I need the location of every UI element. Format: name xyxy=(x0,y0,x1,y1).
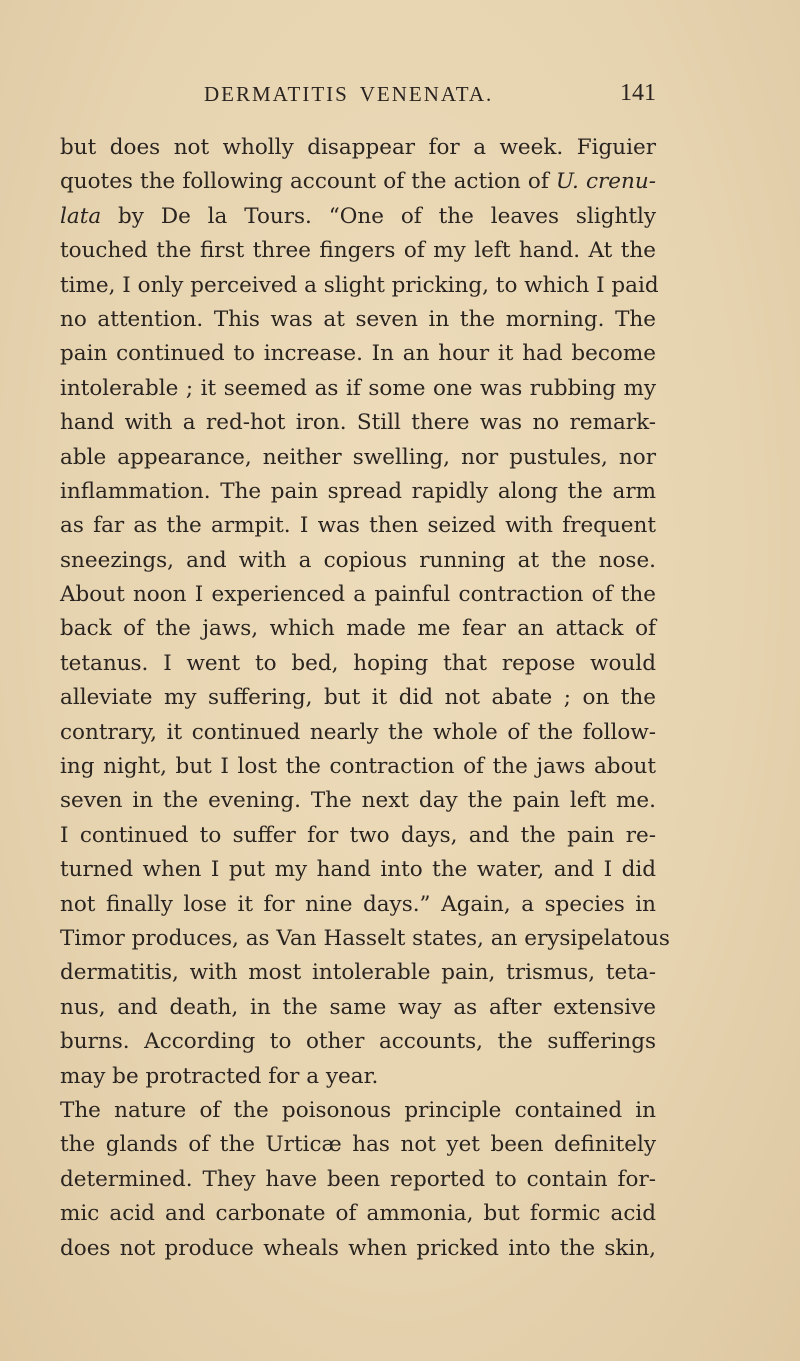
page-number: 141 xyxy=(620,80,656,106)
text-line: seven in the evening. The next day the pain left me. xyxy=(60,788,656,814)
text-line: determined. They have been reported to contain for- xyxy=(60,1166,656,1192)
text-line: as far as the armpit. I was then seized with frequent xyxy=(60,513,656,539)
text-line: burns. According to other accounts, the sufferings xyxy=(60,1029,656,1055)
text-line: may be protracted for a year. xyxy=(60,1063,379,1089)
text-line: pain continued to increase. In an hour it had become xyxy=(60,341,656,367)
text-line: not finally lose it for nine days.” Again, a species in xyxy=(60,891,656,917)
text-line: intolerable ; it seemed as if some one was rubbing my xyxy=(60,375,656,401)
text-line-part: quotes the following account of the action of xyxy=(60,169,556,195)
text-line: able appearance, neither swelling, nor pustules, nor xyxy=(60,444,656,470)
text-line: no attention. This was at seven in the morning. The xyxy=(60,306,656,332)
text-line-part: by De la Tours. “One of the leaves slightly xyxy=(101,203,656,229)
text-line: dermatitis, with most intolerable pain, trismus, teta- xyxy=(60,960,656,986)
text-line: turned when I put my hand into the water, and I did xyxy=(60,857,656,883)
text-line: the glands of the Urticæ has not yet been definitely xyxy=(60,1132,656,1158)
text-line: I continued to suffer for two days, and the pain re- xyxy=(60,822,656,848)
body-text xyxy=(60,131,670,1266)
text-line: back of the jaws, which made me fear an attack of xyxy=(60,616,656,642)
text-line: tetanus. I went to bed, hoping that repose would xyxy=(60,650,656,676)
running-title: DERMATITIS VENENATA. xyxy=(204,82,494,106)
text-line: hand with a red-hot iron. Still there was no remark- xyxy=(60,410,656,436)
text-line: mic acid and carbonate of ammonia, but formic acid xyxy=(60,1201,656,1227)
text-line: ing night, but I lost the contraction of the jaws about xyxy=(60,754,656,780)
text-line: but does not wholly disappear for a week. Figuier xyxy=(60,135,656,160)
paragraph-start-line: The nature of the poisonous principle contained in xyxy=(60,1097,656,1123)
text-line: inflammation. The pain spread rapidly along the arm xyxy=(60,478,656,504)
species-name-italic-cont: lata xyxy=(60,203,102,229)
text-line xyxy=(60,165,656,199)
text-line: touched the first three fingers of my left hand. At the xyxy=(60,238,656,264)
text-line: Timor produces, as Van Hasselt states, an erysipelatous xyxy=(60,925,670,951)
species-name-italic: U. crenu- xyxy=(555,169,656,195)
text-line xyxy=(60,200,656,234)
running-head xyxy=(120,82,656,112)
text-line: contrary, it continued nearly the whole of the follow- xyxy=(60,719,656,745)
text-line: does not produce wheals when pricked into the skin, xyxy=(60,1235,656,1261)
text-line: nus, and death, in the same way as after extensive xyxy=(60,994,656,1020)
text-line: alleviate my suffering, but it did not abate ; on the xyxy=(60,685,656,711)
text-line: time, I only perceived a slight pricking, to which I paid xyxy=(60,272,659,298)
text-line: About noon I experienced a painful contraction of the xyxy=(60,582,656,608)
text-line: sneezings, and with a copious running at the nose. xyxy=(60,547,656,573)
